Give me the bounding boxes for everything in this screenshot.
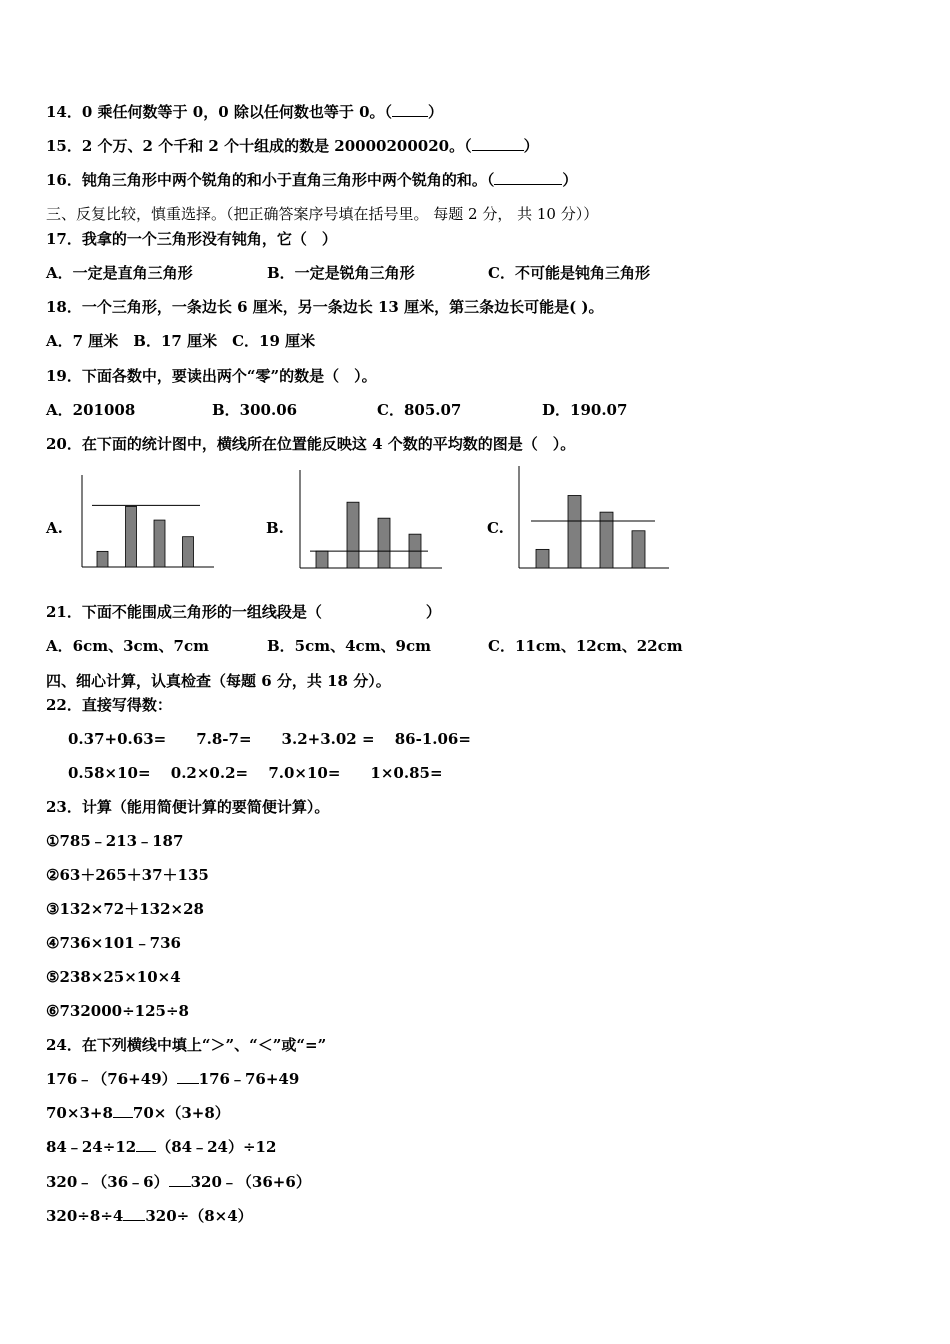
question-23: 23．计算（能用简便计算的要简便计算）。 [46,798,330,816]
bar-3 [378,518,390,568]
bar-2 [568,495,581,568]
bar-1 [97,551,108,567]
chart-c [513,466,671,574]
q17-option-b[interactable]: B．一定是锐角三角形 [267,264,415,282]
q21-option-a[interactable]: A．6cm、3cm、7cm [46,637,209,655]
chart-a [76,475,216,573]
answer-blank[interactable] [472,136,524,151]
question-16: 16．钝角三角形中两个锐角的和小于直角三角形中两个锐角的和。（ ） [46,171,578,189]
bar-4 [183,537,194,567]
chart-c-label[interactable]: C. [487,519,504,537]
chart-b [294,470,444,574]
compare-blank[interactable] [177,1069,199,1084]
q23-item-4: ④736×101﹣736 [46,934,181,952]
compare-blank[interactable] [123,1206,145,1221]
q19-option-b[interactable]: B．300.06 [212,401,298,419]
q21-option-b[interactable]: B．5cm、4cm、9cm [267,637,432,655]
question-20: 20．在下面的统计图中，横线所在位置能反映这 4 个数的平均数的图是（ ）。 [46,435,576,453]
q17-option-a[interactable]: A．一定是直角三角形 [46,264,193,282]
q19-option-a[interactable]: A．201008 [46,401,136,419]
question-21: 21．下面不能围成三角形的一组线段是（ ） [46,603,441,621]
q19-option-d[interactable]: D．190.07 [542,401,628,419]
chart-b-label[interactable]: B. [266,519,284,537]
bar-2 [347,502,359,568]
bar-2 [126,506,137,567]
section-4-heading: 四、细心计算，认真检查（每题 6 分，共 18 分）。 [46,672,391,690]
question-18: 18．一个三角形，一条边长 6 厘米，另一条边长 13 厘米，第三条边长可能是( )。 [46,298,604,316]
q23-item-6: ⑥732000÷125÷8 [46,1002,189,1020]
bar-1 [536,549,549,568]
q22-row-2: 0.58×10= 0.2×0.2= 7.0×10= 1×0.85= [68,764,443,782]
q24-item-4: 320﹣（36﹣6） 320﹣（36+6） [46,1173,311,1191]
answer-blank[interactable] [392,102,428,117]
question-17: 17．我拿的一个三角形没有钝角，它（ ） [46,230,337,248]
question-24: 24．在下列横线中填上“＞”、“＜”或“=” [46,1036,327,1054]
question-22: 22．直接写得数： [46,696,172,714]
chart-a-label[interactable]: A. [46,519,63,537]
q17-option-c[interactable]: C．不可能是钝角三角形 [488,264,650,282]
q23-item-1: ①785﹣213﹣187 [46,832,184,850]
answer-blank[interactable] [494,170,562,185]
bar-4 [632,531,645,568]
compare-blank[interactable] [113,1103,133,1118]
q19-option-c[interactable]: C．805.07 [377,401,462,419]
question-15: 15．2 个万、2 个千和 2 个十组成的数是 20000200020。（ ） [46,137,539,155]
q24-item-5: 320÷8÷4 320÷（8×4） [46,1207,253,1225]
compare-blank[interactable] [169,1172,191,1187]
bar-1 [316,551,328,568]
q23-item-3: ③132×72＋132×28 [46,900,204,918]
q24-item-1: 176﹣（76+49） 176﹣76+49 [46,1070,300,1088]
q23-item-5: ⑤238×25×10×4 [46,968,181,986]
question-19: 19．下面各数中，要读出两个“零”的数是（ ）。 [46,367,377,385]
q23-item-2: ②63＋265＋37＋135 [46,866,209,884]
q22-row-1: 0.37+0.63= 7.8-7= 3.2+3.02 = 86-1.06= [68,730,471,748]
section-3-heading: 三、反复比较，慎重选择。（把正确答案序号填在括号里。 每题 2 分， 共 10 分）） [46,205,599,223]
compare-blank[interactable] [136,1137,156,1152]
q24-item-2: 70×3+8 70×（3+8） [46,1104,230,1122]
bar-3 [154,520,165,567]
q24-item-3: 84﹣24÷12 （84﹣24）÷12 [46,1138,277,1156]
q21-option-c[interactable]: C．11cm、12cm、22cm [488,637,683,655]
question-14: 14．0 乘任何数等于 0，0 除以任何数也等于 0。（ ） [46,103,444,121]
q18-options[interactable]: A．7 厘米 B．17 厘米 C．19 厘米 [46,332,316,350]
